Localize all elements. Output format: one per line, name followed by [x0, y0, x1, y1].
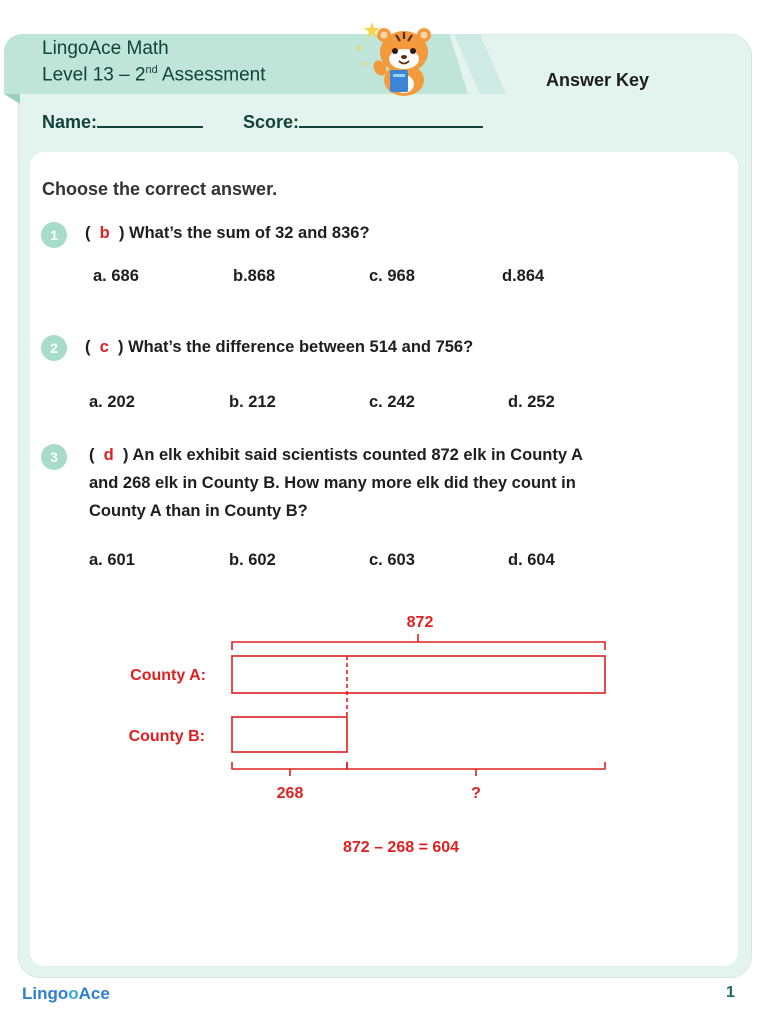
unknown-label: ? — [471, 785, 481, 802]
county-b-bar — [232, 717, 347, 752]
answer-key-label: Answer Key — [546, 70, 650, 90]
option-d[interactable]: d. 252 — [508, 393, 555, 411]
option-c[interactable]: c. 242 — [369, 393, 415, 411]
lingoace-logo: LingooAce — [22, 984, 110, 1003]
question-3-text-line-2: and 268 elk in County B. How many more elk did they count in — [89, 474, 576, 492]
brand-title: LingoAce Math — [42, 38, 169, 59]
option-c[interactable]: c. 603 — [369, 551, 415, 569]
unknown-brace — [347, 762, 605, 769]
question-number-badge: 1 — [41, 222, 67, 248]
answer-mark: d — [103, 446, 114, 464]
answer-mark: b — [99, 224, 110, 242]
county-a-bar — [232, 656, 605, 693]
level-title: Level 13 – 2nd Assessment — [42, 64, 266, 86]
option-b[interactable]: b.868 — [233, 267, 276, 285]
total-brace — [232, 642, 605, 650]
option-d[interactable]: d. 604 — [508, 551, 555, 569]
option-b[interactable]: b. 212 — [229, 393, 276, 411]
option-b[interactable]: b. 602 — [229, 551, 276, 569]
question-1-text: ( b ) What’s the sum of 32 and 836? — [85, 224, 370, 242]
instruction-text: Choose the correct answer. — [42, 179, 278, 199]
option-a[interactable]: a. 686 — [93, 267, 139, 285]
part-brace — [232, 762, 347, 769]
total-label: 872 — [406, 614, 434, 631]
page-number: 1 — [726, 984, 735, 1001]
question-3-text: ( d ) An elk exhibit said scientists counted 872 elk in County A — [89, 446, 583, 464]
option-d[interactable]: d.864 — [502, 267, 545, 285]
county-b-label: County B: — [128, 728, 205, 745]
option-c[interactable]: c. 968 — [369, 267, 415, 285]
part-label: 268 — [276, 785, 304, 802]
equation-text: 872 – 268 = 604 — [342, 839, 460, 856]
name-label: Name: — [42, 112, 98, 132]
question-2-text: ( c ) What’s the difference between 514 and 756? — [85, 338, 474, 356]
option-a[interactable]: a. 202 — [89, 393, 135, 411]
question-3-text-line-3: County A than in County B? — [89, 502, 308, 520]
question-number-badge: 2 — [41, 335, 67, 361]
answer-mark: c — [99, 338, 109, 356]
county-a-label: County A: — [130, 667, 206, 684]
question-number-badge: 3 — [41, 444, 67, 470]
option-a[interactable]: a. 601 — [89, 551, 135, 569]
score-label: Score: — [243, 112, 300, 132]
